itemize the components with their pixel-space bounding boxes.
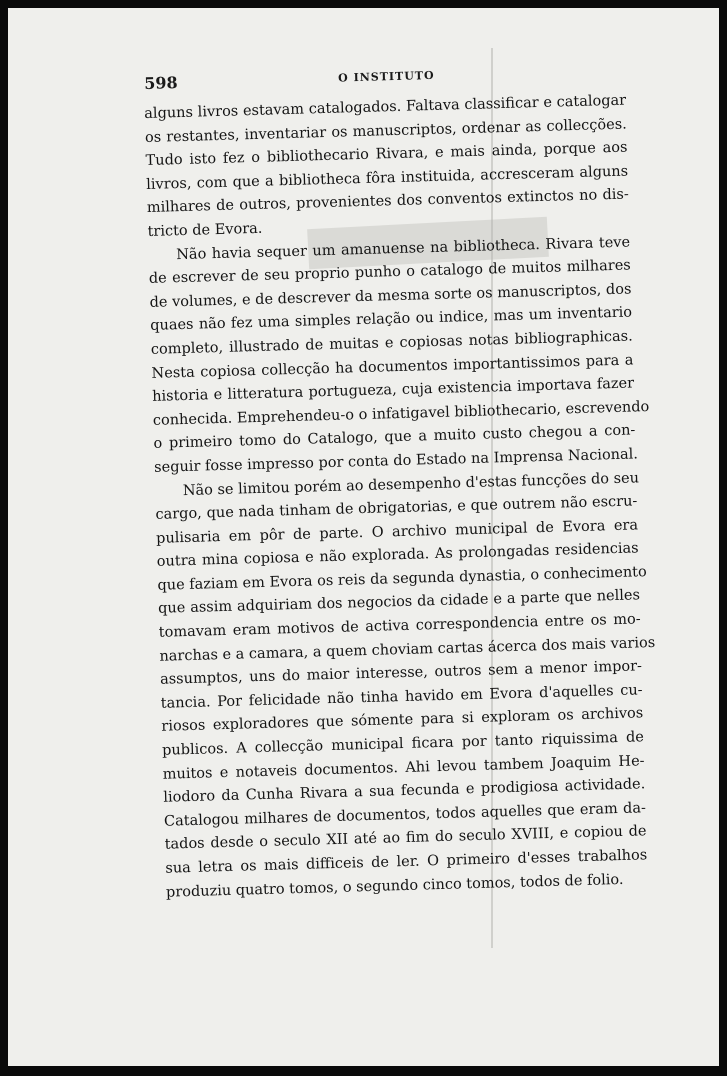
text-line: os restantes, inventariar os manuscriptos, ordenar as collecções. xyxy=(144,116,628,146)
text-line: muitos e notaveis documentos. Ahi levou tambem Joaquim He- xyxy=(162,752,645,783)
text-line: Não se limitou porém ao desempenho d'estas funcções do seu xyxy=(182,469,640,499)
text-line: assumptos, uns do maior interesse, outros sem a menor impor- xyxy=(159,658,643,689)
text-line: Catalogou milhares de documentos, todos aquelles que eram da- xyxy=(163,800,647,830)
text-line: tomavam eram motivos de activa correspondencia entre os mo- xyxy=(158,611,641,641)
text-line: tricto de Evora. xyxy=(147,220,263,240)
body-text xyxy=(144,90,656,905)
text-line: alguns livros estavam catalogados. Faltava classificar e catalogar xyxy=(144,92,627,122)
text-line: cargo, que nada tinham de obrigatorias, e que outrem não escru- xyxy=(155,493,638,523)
text-line: que assim adquiriam dos negocios da cidade e a parte que nelles xyxy=(157,587,641,618)
text-line: liodoro da Cunha Rivara a sua fecunda e prodigiosa actividade. xyxy=(163,776,646,806)
text-line: conhecida. Emprehendeu-o o infatigavel bibliothecario, escrevendo xyxy=(152,398,650,429)
text-line: milhares de outros, provenientes dos conventos extinctos no dis- xyxy=(146,186,629,217)
paragraph-3 xyxy=(155,467,656,905)
text-line: produziu quatro tomos, o segundo cinco tomos, todos de folio. xyxy=(165,871,624,901)
paragraph-2 xyxy=(148,231,650,480)
page-number: 598 xyxy=(144,73,178,93)
text-line: outra mina copiosa e não explorada. As prolongadas residencias xyxy=(156,540,639,571)
text-line: historia e litteratura portugueza, cuja existencia importava fazer xyxy=(151,375,635,406)
text-line: de escrever de seu proprio punho o catalogo de muitos milhares xyxy=(148,257,631,288)
book-page xyxy=(8,8,719,1066)
text-line: Tudo isto fez o bibliothecario Rivara, e mais ainda, porque aos xyxy=(145,139,628,170)
paragraph-1 xyxy=(144,90,630,245)
text-line: Nesta copiosa collecção ha documentos importantissimos para a xyxy=(151,351,634,382)
text-line: publicos. A collecção municipal ficara por tanto riquissima de xyxy=(161,729,645,759)
text-line: narchas e a camara, a quem choviam cartas ácerca dos mais varios xyxy=(159,634,656,665)
text-line: seguir fosse impresso por conta do Estado na Imprensa Nacional. xyxy=(153,446,639,476)
text-line: de volumes, e de descrever da mesma sorte os manuscriptos, dos xyxy=(149,281,632,311)
text-line: o primeiro tomo do Catalogo, que a muito custo chegou a con- xyxy=(153,422,636,453)
text-line: sua letra os mais difficeis de ler. O primeiro d'esses trabalhos xyxy=(165,847,648,877)
text-line: tancia. Por felicidade não tinha havido em Evora d'aquelles cu- xyxy=(160,682,643,712)
text-line: tados desde o seculo XII até ao fim do seculo XVIII, e copiou de xyxy=(164,823,647,854)
text-line: riosos exploradores que sómente para si exploram os archivos xyxy=(161,705,644,736)
text-line: livros, com que a bibliotheca fôra instituida, accresceram alguns xyxy=(146,163,629,193)
text-line: Não havia sequer um amanuense na bibliotheca. Rivara teve xyxy=(176,234,631,263)
text-line: que faziam em Evora os reis da segunda dynastia, o conhecimento xyxy=(157,564,647,594)
running-title: O INSTITUTO xyxy=(338,68,435,85)
text-line: pulisaria em pôr de parte. O archivo municipal de Evora era xyxy=(155,517,639,547)
text-line: completo, illustrado de muitas e copiosas notas bibliographicas. xyxy=(150,328,633,358)
text-line: quaes não fez uma simples relação ou indice, mas um inventario xyxy=(150,304,633,335)
